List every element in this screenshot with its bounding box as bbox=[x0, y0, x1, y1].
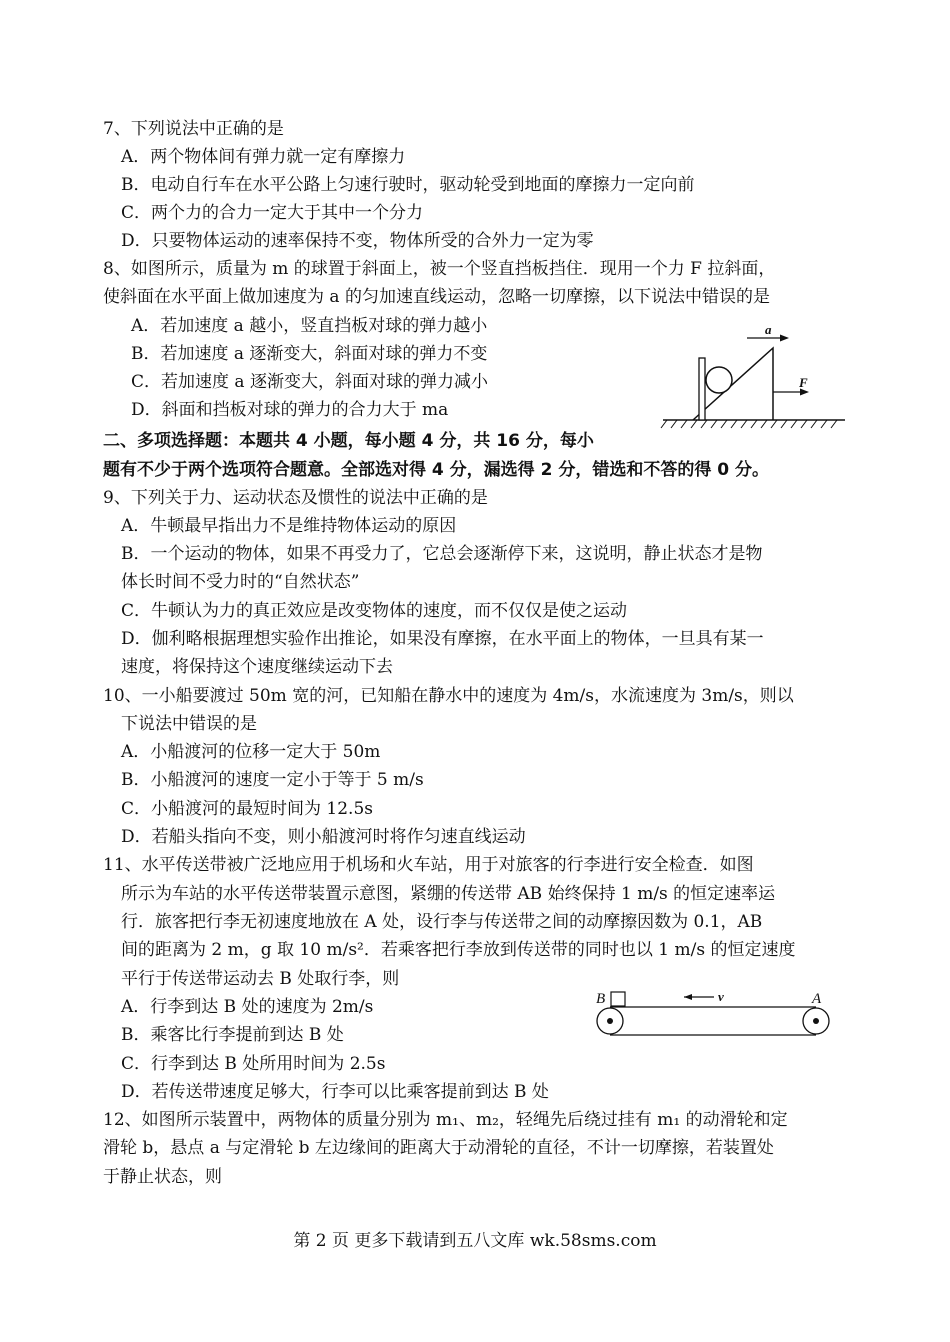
point-b-label: B bbox=[596, 991, 606, 1007]
q10-stem-line1: 10、一小船要渡过 50m 宽的河，已知船在静水中的速度为 4m/s，水流速度为 3m/s，则以 bbox=[103, 686, 794, 706]
q10-option-a: A．小船渡河的位移一定大于 50m bbox=[121, 742, 381, 762]
force-label: F bbox=[799, 375, 808, 390]
q9-option-d: D．伽利略根据理想实验作出推论，如果没有摩擦，在水平面上的物体，一旦具有某一 bbox=[121, 629, 764, 649]
q11-option-b: B．乘客比行李提前到达 B 处 bbox=[121, 1025, 344, 1045]
q11-stem-line5: 平行于传送带运动去 B 处取行李，则 bbox=[121, 969, 400, 989]
q8-stem-line2: 使斜面在水平面上做加速度为 a 的匀加速直线运动，忽略一切摩擦，以下说法中错误的是 bbox=[103, 287, 770, 307]
section2-header-line1: 二、多项选择题：本题共 4 小题，每小题 4 分，共 16 分，每小 bbox=[103, 431, 594, 451]
velocity-label: v bbox=[718, 989, 724, 1004]
q7-option-a: A．两个物体间有弹力就一定有摩擦力 bbox=[121, 147, 406, 167]
q8-option-a: A．若加速度 a 越小，竖直挡板对球的弹力越小 bbox=[131, 316, 488, 336]
q8-option-b: B．若加速度 a 逐渐变大，斜面对球的弹力不变 bbox=[131, 344, 488, 364]
q9-option-a: A．牛顿最早指出力不是维持物体运动的原因 bbox=[121, 516, 457, 536]
q9-option-b: B．一个运动的物体，如果不再受力了，它总会逐渐停下来，这说明，静止状态才是物 bbox=[121, 544, 763, 564]
accel-label: a bbox=[765, 322, 772, 337]
incline-figure bbox=[655, 320, 855, 435]
q10-option-d: D．若船头指向不变，则小船渡河时将作匀速直线运动 bbox=[121, 827, 526, 847]
q10-option-b: B．小船渡河的速度一定小于等于 5 m/s bbox=[121, 770, 424, 790]
q11-stem-line4: 间的距离为 2 m，g 取 10 m/s²．若乘客把行李放到传送带的同时也以 1 m/s 的恒定速度 bbox=[121, 940, 796, 960]
q7-option-b: B．电动自行车在水平公路上匀速行驶时，驱动轮受到地面的摩擦力一定向前 bbox=[121, 175, 695, 195]
point-a-label: A bbox=[812, 991, 822, 1007]
conveyor-figure bbox=[588, 985, 838, 1040]
q12-stem-line3: 于静止状态，则 bbox=[103, 1167, 222, 1187]
q11-option-c: C．行李到达 B 处所用时间为 2.5s bbox=[121, 1054, 386, 1074]
q9-option-b-cont: 体长时间不受力时的“自然状态” bbox=[121, 572, 360, 592]
q11-stem-line1: 11、水平传送带被广泛地应用于机场和火车站，用于对旅客的行李进行安全检查．如图 bbox=[103, 855, 754, 875]
q7-option-c: C．两个力的合力一定大于其中一个分力 bbox=[121, 203, 424, 223]
q12-stem-line2: 滑轮 b，悬点 a 与定滑轮 b 左边缘间的距离大于动滑轮的直径，不计一切摩擦，若装置处 bbox=[103, 1138, 774, 1158]
q9-option-c: C．牛顿认为力的真正效应是改变物体的速度，而不仅仅是使之运动 bbox=[121, 601, 628, 621]
q11-option-a: A．行李到达 B 处的速度为 2m/s bbox=[121, 997, 374, 1017]
q11-option-d: D．若传送带速度足够大，行李可以比乘客提前到达 B 处 bbox=[121, 1082, 549, 1102]
q7-option-d: D．只要物体运动的速率保持不变，物体所受的合外力一定为零 bbox=[121, 231, 594, 251]
q7-stem: 7、下列说法中正确的是 bbox=[103, 119, 284, 139]
q9-stem: 9、下列关于力、运动状态及惯性的说法中正确的是 bbox=[103, 488, 488, 508]
q9-option-d-cont: 速度，将保持这个速度继续运动下去 bbox=[121, 657, 393, 677]
q8-option-d: D．斜面和挡板对球的弹力的合力大于 ma bbox=[131, 400, 449, 420]
section2-header-line2: 题有不少于两个选项符合题意。全部选对得 4 分，漏选得 2 分，错选和不答的得 0 分。 bbox=[103, 460, 769, 480]
q8-stem-line1: 8、如图所示，质量为 m 的球置于斜面上，被一个竖直挡板挡住．现用一个力 F 拉斜面， bbox=[103, 259, 776, 279]
q8-option-c: C．若加速度 a 逐渐变大，斜面对球的弹力减小 bbox=[131, 372, 488, 392]
q11-stem-line3: 行．旅客把行李无初速度地放在 A 处，设行李与传送带之间的动摩擦因数为 0.1，AB bbox=[121, 912, 763, 932]
q11-stem-line2: 所示为车站的水平传送带装置示意图，紧绷的传送带 AB 始终保持 1 m/s 的恒定速率运 bbox=[121, 884, 776, 904]
q12-stem-line1: 12、如图所示装置中，两物体的质量分别为 m₁、m₂，轻绳先后绕过挂有 m₁ 的动滑轮和定 bbox=[103, 1110, 788, 1130]
page-footer: 第 2 页 更多下载请到五八文库 wk.58sms.com bbox=[293, 1231, 657, 1251]
q10-stem-line2: 下说法中错误的是 bbox=[121, 714, 257, 734]
q10-option-c: C．小船渡河的最短时间为 12.5s bbox=[121, 799, 373, 819]
